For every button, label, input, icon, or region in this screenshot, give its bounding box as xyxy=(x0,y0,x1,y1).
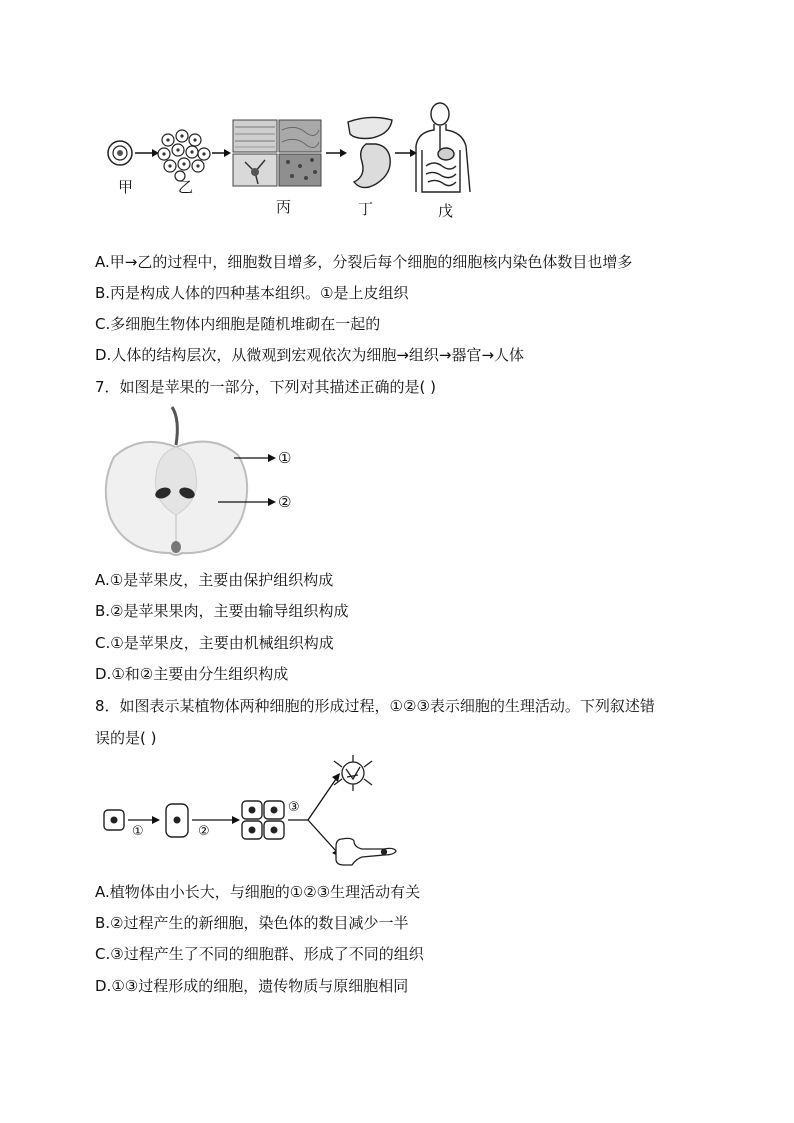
differentiated-cell-bottom-icon xyxy=(336,838,396,865)
q8-option-c[interactable]: C.③过程产生了不同的细胞群、形成了不同的组织 xyxy=(95,945,424,963)
apple-label-2: ② xyxy=(278,493,292,511)
label-wu: 戊 xyxy=(438,202,454,220)
q8-option-d[interactable]: D.①③过程形成的细胞，遗传物质与原细胞相同 xyxy=(95,977,409,995)
q8-stem-line-1: 8．如图表示某植物体两种细胞的形成过程，①②③表示细胞的生理活动。下列叙述错 xyxy=(95,697,655,715)
q8-stem-line-2: 误的是( ) xyxy=(95,729,157,747)
cell-cluster-icon xyxy=(158,130,210,181)
label-yi: 乙 xyxy=(178,178,194,196)
figure-cell-division xyxy=(100,755,410,873)
q6-option-d[interactable]: D.人体的结构层次，从微观到宏观依次为细胞→组织→器官→人体 xyxy=(95,346,525,364)
label-jia: 甲 xyxy=(118,178,134,196)
apple-cross-section-icon xyxy=(100,405,320,560)
q6-option-a[interactable]: A.甲→乙的过程中，细胞数目增多，分裂后每个细胞的细胞核内染色体数目也增多 xyxy=(95,253,633,271)
q8-option-a[interactable]: A.植物体由小长大，与细胞的①②③生理活动有关 xyxy=(95,883,421,901)
differentiated-cell-top-icon xyxy=(334,755,372,791)
q7-option-b[interactable]: B.②是苹果果肉，主要由输导组织构成 xyxy=(95,602,349,620)
division-label-2: ② xyxy=(198,824,210,839)
q6-option-b[interactable]: B.丙是构成人体的四种基本组织。①是上皮组织 xyxy=(95,284,409,302)
apple-label-1: ① xyxy=(278,449,292,467)
division-label-3: ③ xyxy=(288,800,300,815)
figure-apple xyxy=(100,405,320,560)
q8-option-b[interactable]: B.②过程产生的新细胞，染色体的数目减少一半 xyxy=(95,914,409,932)
label-ding: 丁 xyxy=(358,200,374,218)
human-body-icon xyxy=(416,103,470,192)
label-bing: 丙 xyxy=(276,198,292,216)
division-label-1: ① xyxy=(132,824,144,839)
figure-organization-levels xyxy=(100,100,490,225)
q7-option-c[interactable]: C.①是苹果皮，主要由机械组织构成 xyxy=(95,634,334,652)
organ-liver-stomach-icon xyxy=(348,117,392,187)
q7-stem: 7．如图是苹果的一部分，下列对其描述正确的是( ) xyxy=(95,378,437,396)
cell-division-drawing xyxy=(100,755,410,873)
q7-option-d[interactable]: D.①和②主要由分生组织构成 xyxy=(95,665,289,683)
q6-option-c[interactable]: C.多细胞生物体内细胞是随机堆砌在一起的 xyxy=(95,315,381,333)
zygote-cell-icon xyxy=(108,141,132,165)
figure-organization-drawing xyxy=(100,100,490,225)
tissue-images-icon xyxy=(233,120,321,186)
q7-option-a[interactable]: A.①是苹果皮，主要由保护组织构成 xyxy=(95,571,334,589)
